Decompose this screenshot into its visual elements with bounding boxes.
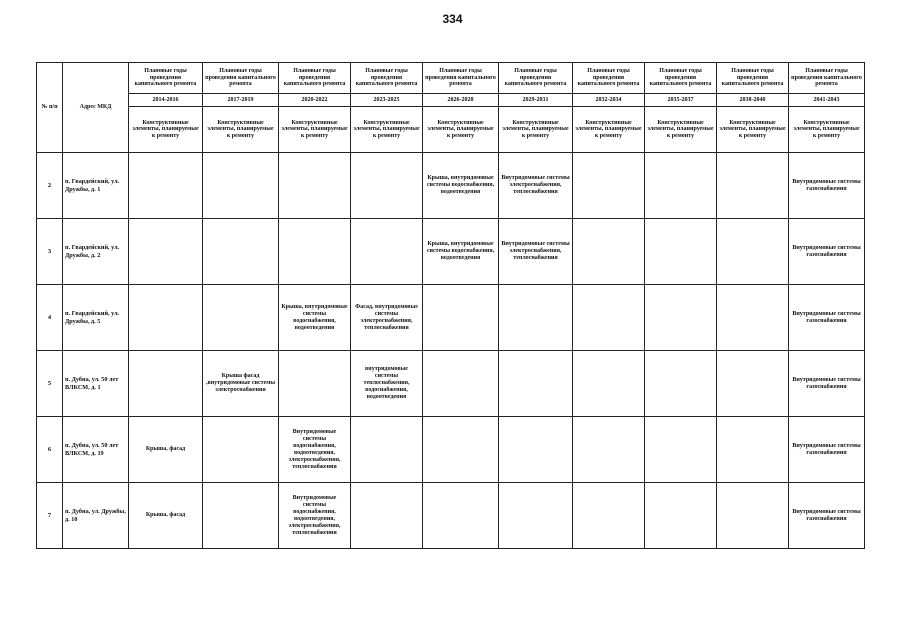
table-row <box>37 219 865 285</box>
repair-elements-cell <box>129 219 203 285</box>
repair-elements-cell <box>645 417 717 483</box>
row-number: 7 <box>37 483 63 549</box>
repair-elements-cell <box>423 417 499 483</box>
table-header <box>37 63 865 153</box>
repair-elements-cell: Внутридомовые системы электроснабжения, теплоснабжения <box>499 219 573 285</box>
repair-elements-cell <box>423 351 499 417</box>
repair-elements-cell <box>645 285 717 351</box>
period-header: Плановые годы проведения капитального ремонта <box>717 63 789 94</box>
year-range: 2038-2040 <box>717 94 789 107</box>
row-address: п. Дубна, ул. 50 лет ВЛКСМ, д. 19 <box>63 417 129 483</box>
row-number: 4 <box>37 285 63 351</box>
year-range: 2023-2025 <box>351 94 423 107</box>
repair-elements-cell: Крыша фасад ,внутридомовые системы электроснабжения <box>203 351 279 417</box>
repair-elements-cell: Внутридомовые системы газоснабжения <box>789 219 865 285</box>
repair-elements-cell <box>129 153 203 219</box>
period-header: Плановые годы проведения капитального ремонта <box>351 63 423 94</box>
repair-elements-cell <box>129 351 203 417</box>
table-body <box>37 153 865 549</box>
repair-elements-cell <box>573 417 645 483</box>
repair-elements-cell <box>423 285 499 351</box>
repair-elements-cell <box>499 351 573 417</box>
period-header: Плановые годы проведения капитального ремонта <box>645 63 717 94</box>
repair-elements-cell <box>645 153 717 219</box>
year-range: 2026-2028 <box>423 94 499 107</box>
row-address: п. Гвардейский, ул. Дружбы, д. 5 <box>63 285 129 351</box>
repair-elements-cell <box>129 285 203 351</box>
repair-elements-cell <box>203 153 279 219</box>
table-row <box>37 417 865 483</box>
period-header: Плановые годы проведения капитального ремонта <box>573 63 645 94</box>
repair-elements-cell <box>351 483 423 549</box>
row-number: 5 <box>37 351 63 417</box>
elements-header: Конструктивные элементы, планируемые к ремонту <box>279 107 351 153</box>
year-range: 2035-2037 <box>645 94 717 107</box>
repair-elements-cell <box>279 351 351 417</box>
row-address: п. Дубна, ул. 50 лет ВЛКСМ, д. 1 <box>63 351 129 417</box>
period-header: Плановые годы проведения капитального ремонта <box>203 63 279 94</box>
repair-elements-cell <box>499 483 573 549</box>
repair-elements-cell <box>573 483 645 549</box>
elements-header: Конструктивные элементы, планируемые к ремонту <box>129 107 203 153</box>
repair-elements-cell <box>279 153 351 219</box>
elements-header: Конструктивные элементы, планируемые к ремонту <box>423 107 499 153</box>
year-range: 2020-2022 <box>279 94 351 107</box>
table-row <box>37 153 865 219</box>
page-number: 334 <box>442 12 463 26</box>
repair-elements-cell: Внутридомовые системы водоснабжения, водоотведения, электроснабжения, теплоснабжения <box>279 417 351 483</box>
repair-elements-cell: Внутридомовые системы газоснабжения <box>789 153 865 219</box>
year-range: 2017-2019 <box>203 94 279 107</box>
row-number: 2 <box>37 153 63 219</box>
repair-elements-cell: Крыша, внутридомовые системы водоснабжения, водоотведения <box>423 219 499 285</box>
repair-elements-cell <box>351 153 423 219</box>
period-header: Плановые годы проведения капитального ремонта <box>423 63 499 94</box>
year-range: 2014-2016 <box>129 94 203 107</box>
repair-elements-cell <box>423 483 499 549</box>
period-header: Плановые годы проведения капитального ремонта <box>279 63 351 94</box>
repair-elements-cell <box>573 285 645 351</box>
repair-elements-cell <box>351 417 423 483</box>
repair-elements-cell: Внутридомовые системы газоснабжения <box>789 285 865 351</box>
repair-elements-cell: Внутридомовые системы водоснабжения, водоотведения, электроснабжения, теплоснабжения <box>279 483 351 549</box>
repair-elements-cell <box>499 285 573 351</box>
repair-schedule-table <box>36 62 865 549</box>
repair-elements-cell <box>717 483 789 549</box>
year-range: 2032-2034 <box>573 94 645 107</box>
period-header: Плановые годы проведения капитального ремонта <box>789 63 865 94</box>
repair-elements-cell <box>717 351 789 417</box>
repair-elements-cell <box>203 219 279 285</box>
table-row <box>37 351 865 417</box>
repair-elements-cell <box>203 483 279 549</box>
repair-elements-cell: Внутридомовые системы электроснабжения, теплоснабжения <box>499 153 573 219</box>
table-row <box>37 285 865 351</box>
repair-elements-cell: Крыша, внутридомовые системы водоснабжения, водоотведения <box>279 285 351 351</box>
elements-header: Конструктивные элементы, планируемые к ремонту <box>499 107 573 153</box>
repair-elements-cell <box>645 351 717 417</box>
row-number: 3 <box>37 219 63 285</box>
elements-header: Конструктивные элементы, планируемые к ремонту <box>789 107 865 153</box>
elements-header: Конструктивные элементы, планируемые к ремонту <box>573 107 645 153</box>
row-address: п. Гвардейский, ул. Дружбы, д. 1 <box>63 153 129 219</box>
repair-elements-cell <box>717 219 789 285</box>
repair-elements-cell: внутридомовые системы теплоснабжения, водоснабжения, водоотведения <box>351 351 423 417</box>
header-address: Адрес МКД <box>63 63 129 153</box>
repair-elements-cell <box>645 219 717 285</box>
repair-elements-cell <box>717 285 789 351</box>
row-number: 6 <box>37 417 63 483</box>
repair-elements-cell: Крыша, фасад <box>129 483 203 549</box>
repair-elements-cell: Фасад, внутридомовые системы электроснабжения, теплоснабжения <box>351 285 423 351</box>
row-address: п. Гвардейский, ул. Дружбы, д. 2 <box>63 219 129 285</box>
repair-elements-cell: Внутридомовые системы газоснабжения <box>789 417 865 483</box>
table-row <box>37 483 865 549</box>
year-range: 2041-2043 <box>789 94 865 107</box>
repair-elements-cell <box>499 417 573 483</box>
repair-elements-cell <box>717 153 789 219</box>
repair-elements-cell <box>573 219 645 285</box>
repair-elements-cell <box>573 351 645 417</box>
period-header: Плановые годы проведения капитального ремонта <box>129 63 203 94</box>
period-header: Плановые годы проведения капитального ремонта <box>499 63 573 94</box>
repair-elements-cell <box>351 219 423 285</box>
repair-elements-cell: Крыша, внутридомовые системы водоснабжения, водоотведения <box>423 153 499 219</box>
year-range: 2029-2031 <box>499 94 573 107</box>
header-number: № п/п <box>37 63 63 153</box>
row-address: п. Дубна, ул. Дружбы, д. 10 <box>63 483 129 549</box>
repair-elements-cell <box>203 285 279 351</box>
elements-header: Конструктивные элементы, планируемые к ремонту <box>351 107 423 153</box>
elements-header: Конструктивные элементы, планируемые к ремонту <box>645 107 717 153</box>
elements-header: Конструктивные элементы, планируемые к ремонту <box>203 107 279 153</box>
repair-elements-cell <box>645 483 717 549</box>
repair-elements-cell: Внутридомовые системы газоснабжения <box>789 483 865 549</box>
elements-header: Конструктивные элементы, планируемые к ремонту <box>717 107 789 153</box>
repair-elements-cell <box>279 219 351 285</box>
repair-elements-cell <box>717 417 789 483</box>
repair-elements-cell <box>573 153 645 219</box>
repair-elements-cell <box>203 417 279 483</box>
repair-elements-cell: Крыша, фасад <box>129 417 203 483</box>
repair-elements-cell: Внутридомовые системы газоснабжения <box>789 351 865 417</box>
